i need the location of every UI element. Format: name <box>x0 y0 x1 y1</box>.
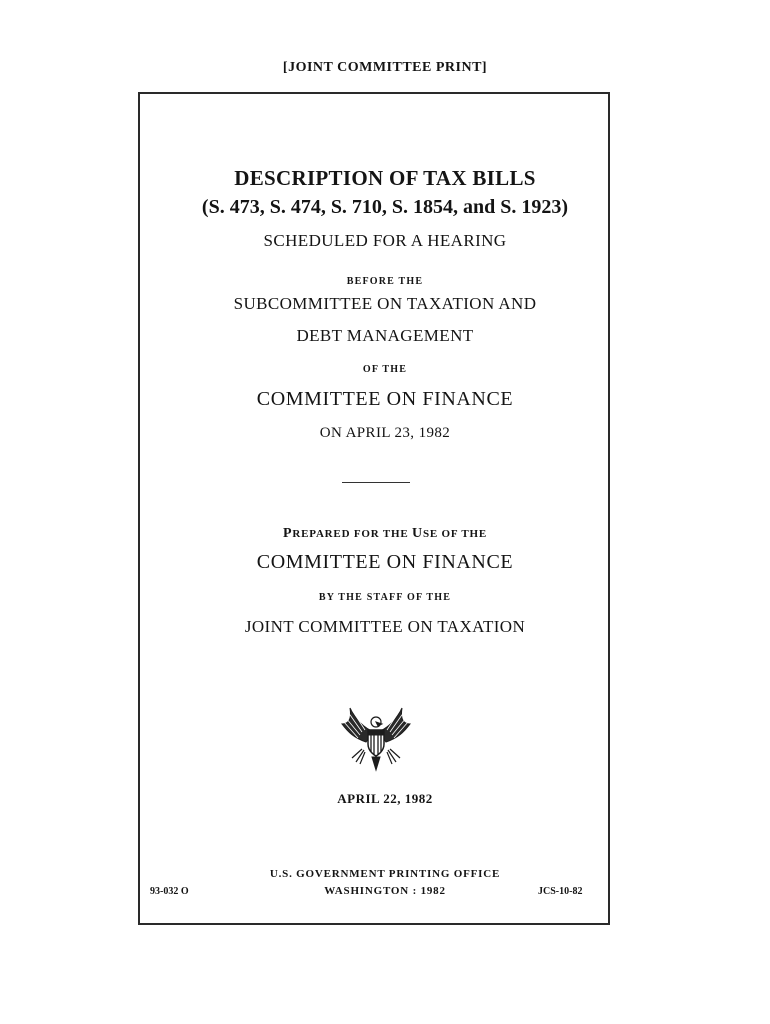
printer-name: U.S. GOVERNMENT PRINTING OFFICE <box>269 868 501 880</box>
eagle-seal-icon <box>338 702 414 776</box>
before-the-line: BEFORE THE <box>346 276 424 287</box>
prepared-initial: P <box>283 526 293 541</box>
publication-date: APRIL 22, 1982 <box>337 791 433 806</box>
jcs-document-number: JCS-10-82 <box>538 886 583 897</box>
print-order-code: 93-032 O <box>150 886 189 897</box>
printer-location: WASHINGTON : 1982 <box>324 885 446 897</box>
hearing-date: ON APRIL 23, 1982 <box>319 425 451 441</box>
subcommittee-line-2: DEBT MANAGEMENT <box>296 326 474 345</box>
prepared-rest: REPARED FOR THE <box>292 528 413 540</box>
subcommittee-line-1: SUBCOMMITTEE ON TAXATION AND <box>233 294 537 313</box>
scheduled-line: SCHEDULED FOR A HEARING <box>263 231 507 250</box>
prepared-for-line <box>0 526 770 542</box>
joint-committee-print-label: [JOINT COMMITTEE PRINT] <box>282 60 488 75</box>
committee-name: COMMITTEE ON FINANCE <box>256 388 514 410</box>
of-the-line: OF THE <box>362 364 408 375</box>
divider-rule <box>342 482 410 483</box>
use-rest: SE OF THE <box>422 528 487 540</box>
by-staff-line: BY THE STAFF OF THE <box>318 592 452 603</box>
joint-committee-name: JOINT COMMITTEE ON TAXATION <box>244 617 526 636</box>
committee-name-repeat: COMMITTEE ON FINANCE <box>256 551 514 573</box>
document-title: DESCRIPTION OF TAX BILLS <box>234 166 536 190</box>
bill-list: (S. 473, S. 474, S. 710, S. 1854, and S. 1923) <box>201 196 569 218</box>
use-initial: U <box>412 526 423 541</box>
